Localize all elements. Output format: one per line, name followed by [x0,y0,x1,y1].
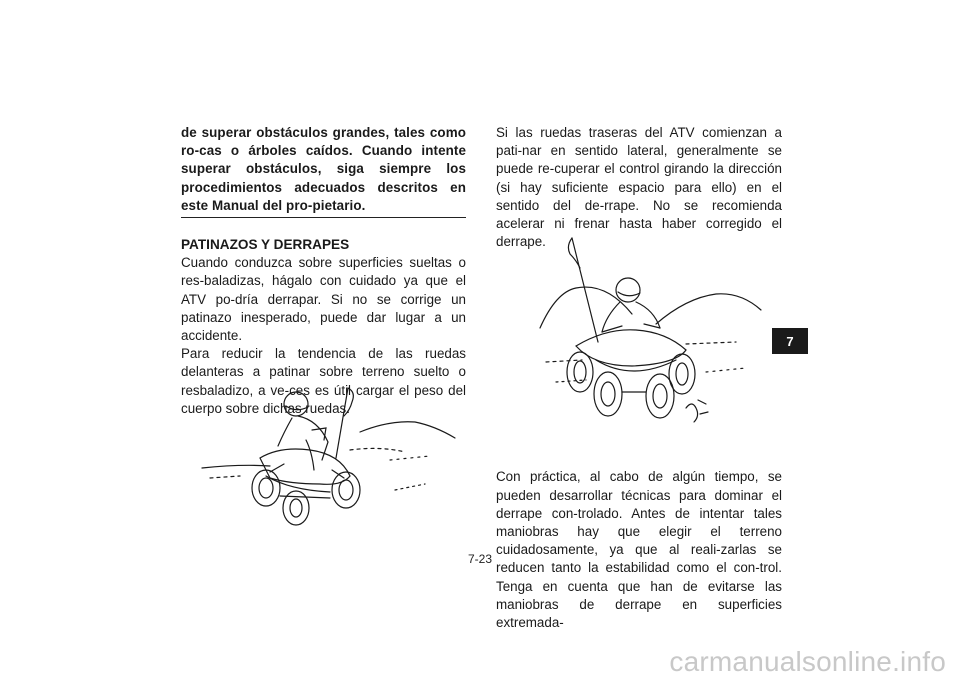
section-heading: PATINAZOS Y DERRAPES [181,237,350,253]
section-paragraph-1: Cuando conduzca sobre superficies sueltas o res-baladizas, hágalo con cuidado ya que el ATV po-dría derrapar. Si no se corrige un patinazo inesperado, puede dar lugar a un accidente. [181,255,466,344]
warning-divider [181,217,466,218]
atv-rider-illustration-left [200,380,460,535]
page-number: 7-23 [468,552,493,566]
left-column [181,124,466,418]
right-paragraph-1: Si las ruedas traseras del ATV comienzan a pati-nar en sentido lateral, generalmente se puede re-cuperar el control girando la dirección (si hay suficiente espacio para ello) en el sentido del de-rrape. No se recomienda acelerar ni frenar hasta haber corregido el derrape. [496,125,782,250]
watermark: carmanualsonline.info [669,646,946,677]
warning-text: de superar obstáculos grandes, tales como ro-cas o árboles caídos. Cuando intente superar obstáculos, siga siempre los procedimientos adecuados descritos en este Manual del pro-pietario. [181,125,466,213]
chapter-tab: 7 [772,328,808,354]
section-paragraph-2: Para reducir la tendencia de las ruedas delanteras a patinar sobre terreno suelto o resbaladizo, a ve-ces es útil cargar el peso del cuerpo sobre dichas ruedas. [181,346,466,416]
right-paragraph-2: Con práctica, al cabo de algún tiempo, se pueden desarrollar técnicas para dominar el derrape con-trolado. Antes de intentar tales maniobras hay que elegir el terreno cuidadosamente, ya que al reali-zarlas se reducen tanto la estabilidad como el con-trol. Tenga en cuenta que han de evitarse las maniobras de derrape en superficies extremada- [496,469,782,631]
atv-rider-illustration-right [536,232,766,430]
